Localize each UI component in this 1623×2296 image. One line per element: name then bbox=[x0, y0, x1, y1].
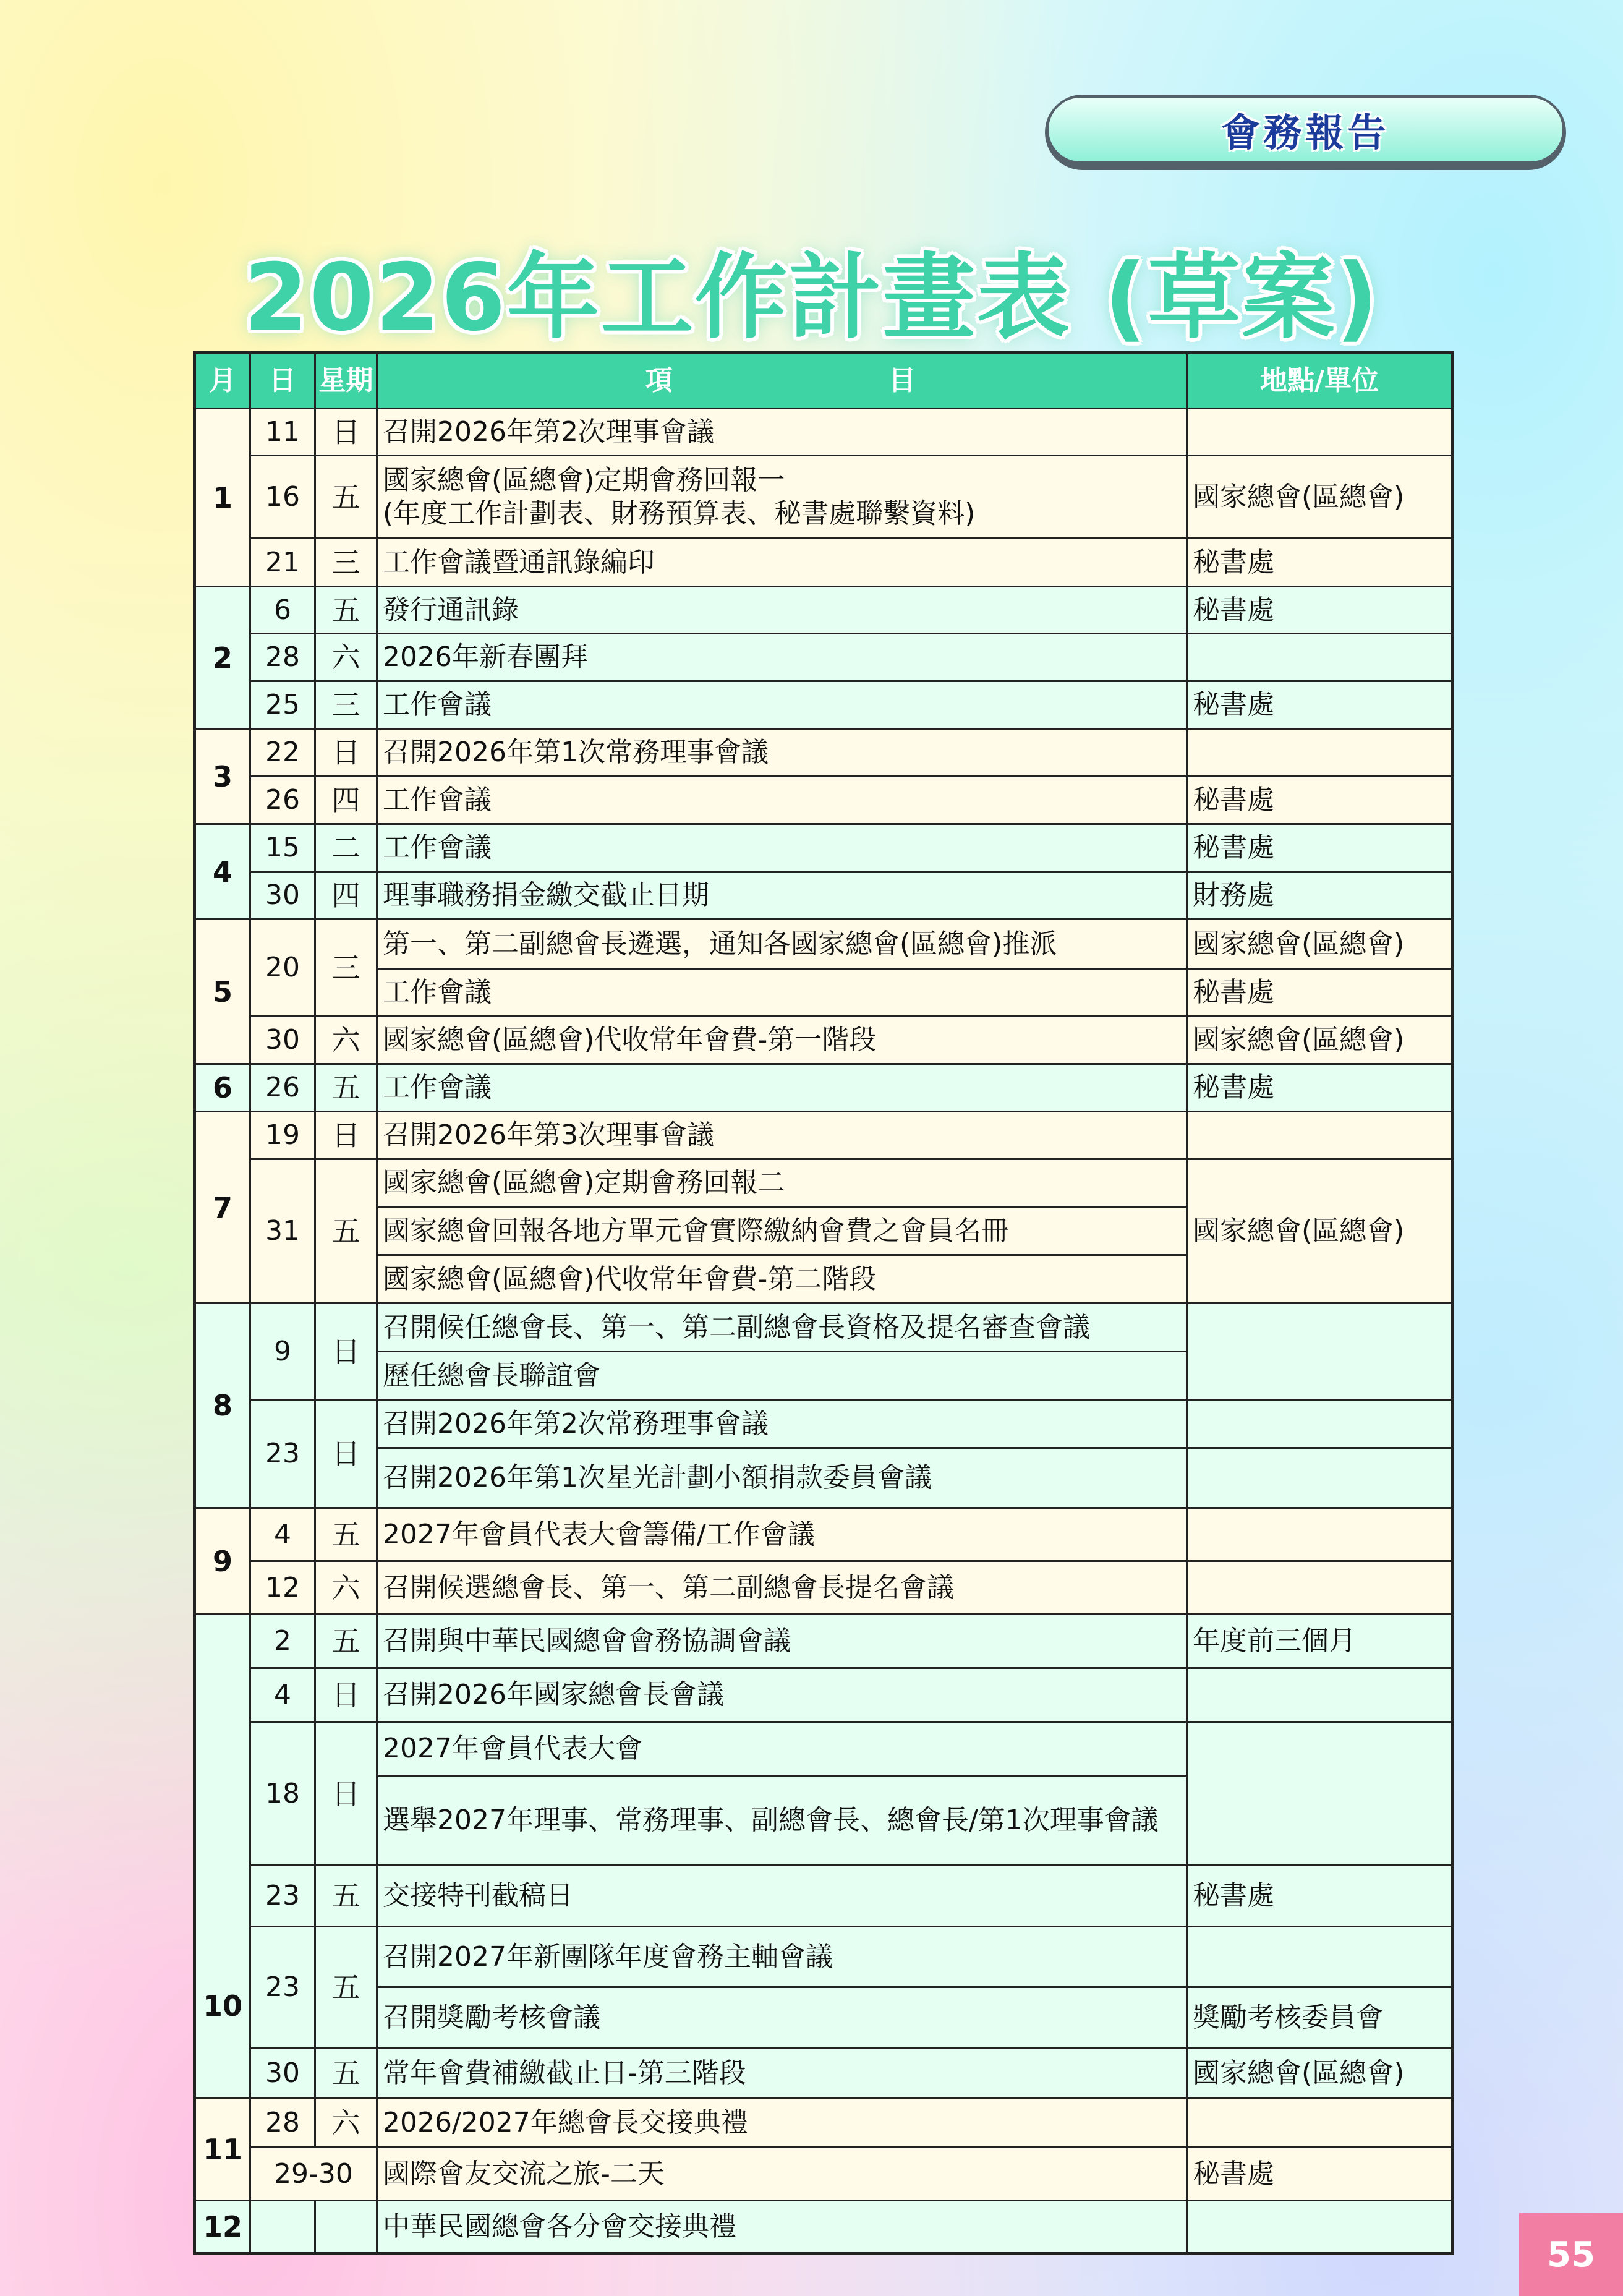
weekday-cell: 六 bbox=[315, 2098, 377, 2148]
section-tab bbox=[1045, 95, 1566, 170]
item-cell: 理事職務捐金繳交截止日期 bbox=[377, 872, 1187, 920]
item-cell: 發行通訊錄 bbox=[377, 587, 1187, 634]
item-cell: 召開2026年第1次常務理事會議 bbox=[377, 729, 1187, 777]
location-cell bbox=[1187, 729, 1453, 777]
item-cell: 工作會議 bbox=[377, 681, 1187, 729]
table-header-row bbox=[195, 353, 1453, 409]
location-cell: 秘書處 bbox=[1187, 777, 1453, 824]
weekday-cell: 日 bbox=[315, 409, 377, 456]
month-cell: 8 bbox=[195, 1304, 250, 1508]
header-item-char-1: 項 bbox=[645, 365, 675, 396]
item-cell: 工作會議 bbox=[377, 824, 1187, 872]
location-cell: 國家總會(區總會) bbox=[1187, 1159, 1453, 1304]
table-row bbox=[195, 1448, 1453, 1508]
header-item bbox=[377, 353, 1187, 409]
weekday-cell: 日 bbox=[315, 729, 377, 777]
item-cell: 國家總會(區總會)代收常年會費-第二階段 bbox=[377, 1255, 1187, 1304]
day-cell: 28 bbox=[250, 634, 315, 681]
location-cell: 秘書處 bbox=[1187, 2148, 1453, 2201]
table-row bbox=[195, 1400, 1453, 1448]
day-cell: 26 bbox=[250, 1064, 315, 1112]
table-row bbox=[195, 1304, 1453, 1352]
day-cell bbox=[250, 2201, 315, 2254]
location-cell bbox=[1187, 1722, 1453, 1866]
item-cell: 召開2026年第3次理事會議 bbox=[377, 1112, 1187, 1159]
weekday-cell: 日 bbox=[315, 1400, 377, 1508]
weekday-cell: 四 bbox=[315, 872, 377, 920]
table-row bbox=[195, 2098, 1453, 2148]
table-row bbox=[195, 2201, 1453, 2254]
item-cell: 召開2027年新團隊年度會務主軸會議 bbox=[377, 1927, 1187, 1987]
section-tab-face bbox=[1049, 98, 1562, 161]
location-cell: 秘書處 bbox=[1187, 681, 1453, 729]
day-cell: 26 bbox=[250, 777, 315, 824]
weekday-cell: 日 bbox=[315, 1668, 377, 1722]
location-cell bbox=[1187, 409, 1453, 456]
location-cell: 國家總會(區總會) bbox=[1187, 920, 1453, 969]
location-cell: 秘書處 bbox=[1187, 1064, 1453, 1112]
month-cell: 1 bbox=[195, 409, 250, 587]
location-cell bbox=[1187, 1400, 1453, 1448]
section-tab-label: 會務報告 bbox=[1221, 110, 1390, 155]
item-cell: 交接特刊截稿日 bbox=[377, 1866, 1187, 1927]
weekday-cell: 二 bbox=[315, 824, 377, 872]
day-cell: 22 bbox=[250, 729, 315, 777]
month-cell: 5 bbox=[195, 920, 250, 1064]
weekday-cell: 三 bbox=[315, 539, 377, 587]
location-cell: 年度前三個月 bbox=[1187, 1615, 1453, 1668]
weekday-cell: 六 bbox=[315, 1561, 377, 1615]
month-cell: 7 bbox=[195, 1112, 250, 1304]
day-cell: 16 bbox=[250, 456, 315, 539]
month-cell: 3 bbox=[195, 729, 250, 824]
day-cell: 28 bbox=[250, 2098, 315, 2148]
month-cell: 6 bbox=[195, 1064, 250, 1112]
day-cell: 23 bbox=[250, 1400, 315, 1508]
table-row bbox=[195, 2049, 1453, 2098]
weekday-cell: 六 bbox=[315, 1017, 377, 1064]
location-cell bbox=[1187, 1508, 1453, 1561]
item-cell: 召開與中華民國總會會務協調會議 bbox=[377, 1615, 1187, 1668]
day-cell: 29-30 bbox=[250, 2148, 377, 2201]
item-cell: 國際會友交流之旅-二天 bbox=[377, 2148, 1187, 2201]
item-cell: 2026年新春團拜 bbox=[377, 634, 1187, 681]
work-plan-table bbox=[193, 351, 1454, 2255]
location-cell: 秘書處 bbox=[1187, 539, 1453, 587]
location-cell bbox=[1187, 1448, 1453, 1508]
table-row bbox=[195, 1561, 1453, 1615]
item-cell: 選舉2027年理事、常務理事、副總會長、總會長/第1次理事會議 bbox=[377, 1776, 1187, 1866]
weekday-cell: 五 bbox=[315, 2049, 377, 2098]
day-cell: 19 bbox=[250, 1112, 315, 1159]
table-row bbox=[195, 539, 1453, 587]
weekday-cell: 五 bbox=[315, 456, 377, 539]
day-cell: 18 bbox=[250, 1722, 315, 1866]
location-cell: 秘書處 bbox=[1187, 824, 1453, 872]
item-cell: 國家總會(區總會)代收常年會費-第一階段 bbox=[377, 1017, 1187, 1064]
month-cell: 10 bbox=[195, 1615, 250, 2098]
table-row bbox=[195, 1722, 1453, 1776]
weekday-cell: 日 bbox=[315, 1112, 377, 1159]
page-title: 2026年工作計畫表 (草案) bbox=[244, 244, 1379, 352]
location-cell: 秘書處 bbox=[1187, 969, 1453, 1017]
day-cell: 11 bbox=[250, 409, 315, 456]
location-cell: 國家總會(區總會) bbox=[1187, 2049, 1453, 2098]
day-cell: 9 bbox=[250, 1304, 315, 1400]
table-row bbox=[195, 1017, 1453, 1064]
location-cell bbox=[1187, 1112, 1453, 1159]
item-cell: 2026/2027年總會長交接典禮 bbox=[377, 2098, 1187, 2148]
location-cell bbox=[1187, 1304, 1453, 1400]
item-cell: 召開獎勵考核會議 bbox=[377, 1987, 1187, 2049]
table-row bbox=[195, 969, 1453, 1017]
table-row bbox=[195, 1064, 1453, 1112]
item-cell: 中華民國總會各分會交接典禮 bbox=[377, 2201, 1187, 2254]
weekday-cell: 五 bbox=[315, 1927, 377, 2049]
item-cell: 國家總會回報各地方單元會實際繳納會費之會員名冊 bbox=[377, 1207, 1187, 1255]
location-cell bbox=[1187, 1668, 1453, 1722]
location-cell: 獎勵考核委員會 bbox=[1187, 1987, 1453, 2049]
location-cell: 財務處 bbox=[1187, 872, 1453, 920]
item-cell: 召開2026年第1次星光計劃小額捐款委員會議 bbox=[377, 1448, 1187, 1508]
day-cell: 25 bbox=[250, 681, 315, 729]
table-row bbox=[195, 872, 1453, 920]
day-cell: 30 bbox=[250, 1017, 315, 1064]
day-cell: 30 bbox=[250, 2049, 315, 2098]
day-cell: 30 bbox=[250, 872, 315, 920]
table-row bbox=[195, 1866, 1453, 1927]
table-row bbox=[195, 1159, 1453, 1207]
weekday-cell: 五 bbox=[315, 587, 377, 634]
location-cell: 秘書處 bbox=[1187, 1866, 1453, 1927]
item-cell: 歷任總會長聯誼會 bbox=[377, 1352, 1187, 1400]
table-row bbox=[195, 824, 1453, 872]
table-row bbox=[195, 456, 1453, 539]
item-cell: 工作會議 bbox=[377, 777, 1187, 824]
weekday-cell: 三 bbox=[315, 681, 377, 729]
item-cell: 第一、第二副總會長遴選，通知各國家總會(區總會)推派 bbox=[377, 920, 1187, 969]
location-cell bbox=[1187, 1561, 1453, 1615]
table-row bbox=[195, 1927, 1453, 1987]
item-cell: 常年會費補繳截止日-第三階段 bbox=[377, 2049, 1187, 2098]
table-row bbox=[195, 920, 1453, 969]
day-cell: 4 bbox=[250, 1668, 315, 1722]
item-cell: 召開2026年第2次常務理事會議 bbox=[377, 1400, 1187, 1448]
item-cell: 國家總會(區總會)定期會務回報二 bbox=[377, 1159, 1187, 1207]
month-cell: 4 bbox=[195, 824, 250, 920]
table-row bbox=[195, 1112, 1453, 1159]
location-cell: 國家總會(區總會) bbox=[1187, 1017, 1453, 1064]
location-cell bbox=[1187, 1927, 1453, 1987]
item-cell: 2027年會員代表大會籌備/工作會議 bbox=[377, 1508, 1187, 1561]
day-cell: 21 bbox=[250, 539, 315, 587]
day-cell: 23 bbox=[250, 1927, 315, 2049]
weekday-cell: 五 bbox=[315, 1064, 377, 1112]
weekday-cell: 五 bbox=[315, 1159, 377, 1304]
location-cell: 秘書處 bbox=[1187, 587, 1453, 634]
day-cell: 15 bbox=[250, 824, 315, 872]
location-cell bbox=[1187, 2201, 1453, 2254]
month-cell: 9 bbox=[195, 1508, 250, 1615]
item-cell: 工作會議暨通訊錄編印 bbox=[377, 539, 1187, 587]
weekday-cell: 四 bbox=[315, 777, 377, 824]
item-cell: 召開候選總會長、第一、第二副總會長提名會議 bbox=[377, 1561, 1187, 1615]
weekday-cell: 日 bbox=[315, 1304, 377, 1400]
item-cell: 國家總會(區總會)定期會務回報一 (年度工作計劃表、財務預算表、秘書處聯繫資料) bbox=[377, 456, 1187, 539]
month-cell: 11 bbox=[195, 2098, 250, 2201]
day-cell: 23 bbox=[250, 1866, 315, 1927]
month-cell: 12 bbox=[195, 2201, 250, 2254]
month-cell: 2 bbox=[195, 587, 250, 729]
day-cell: 4 bbox=[250, 1508, 315, 1561]
header-location: 地點/單位 bbox=[1187, 353, 1453, 409]
table-row bbox=[195, 2148, 1453, 2201]
header-month: 月 bbox=[195, 353, 250, 409]
header-weekday: 星期 bbox=[315, 353, 377, 409]
weekday-cell: 日 bbox=[315, 1722, 377, 1866]
table-row bbox=[195, 681, 1453, 729]
day-cell: 20 bbox=[250, 920, 315, 1017]
item-cell: 工作會議 bbox=[377, 969, 1187, 1017]
table-row bbox=[195, 1615, 1453, 1668]
weekday-cell: 三 bbox=[315, 920, 377, 1017]
item-cell: 召開候任總會長、第一、第二副總會長資格及提名審查會議 bbox=[377, 1304, 1187, 1352]
item-cell: 2027年會員代表大會 bbox=[377, 1722, 1187, 1776]
item-cell: 工作會議 bbox=[377, 1064, 1187, 1112]
table-row bbox=[195, 1987, 1453, 2049]
weekday-cell: 五 bbox=[315, 1508, 377, 1561]
table-row bbox=[195, 1508, 1453, 1561]
table-row bbox=[195, 1668, 1453, 1722]
day-cell: 12 bbox=[250, 1561, 315, 1615]
item-cell: 召開2026年國家總會長會議 bbox=[377, 1668, 1187, 1722]
table-row bbox=[195, 729, 1453, 777]
location-cell: 國家總會(區總會) bbox=[1187, 456, 1453, 539]
day-cell: 2 bbox=[250, 1615, 315, 1668]
table-row bbox=[195, 634, 1453, 681]
location-cell bbox=[1187, 2098, 1453, 2148]
day-cell: 6 bbox=[250, 587, 315, 634]
weekday-cell bbox=[315, 2201, 377, 2254]
table-row bbox=[195, 777, 1453, 824]
page-number-badge: 55 bbox=[1519, 2213, 1623, 2296]
weekday-cell: 五 bbox=[315, 1615, 377, 1668]
table-row bbox=[195, 409, 1453, 456]
weekday-cell: 五 bbox=[315, 1866, 377, 1927]
location-cell bbox=[1187, 634, 1453, 681]
table-row bbox=[195, 587, 1453, 634]
header-item-char-2: 目 bbox=[888, 365, 919, 396]
header-day: 日 bbox=[250, 353, 315, 409]
weekday-cell: 六 bbox=[315, 634, 377, 681]
item-cell: 召開2026年第2次理事會議 bbox=[377, 409, 1187, 456]
day-cell: 31 bbox=[250, 1159, 315, 1304]
